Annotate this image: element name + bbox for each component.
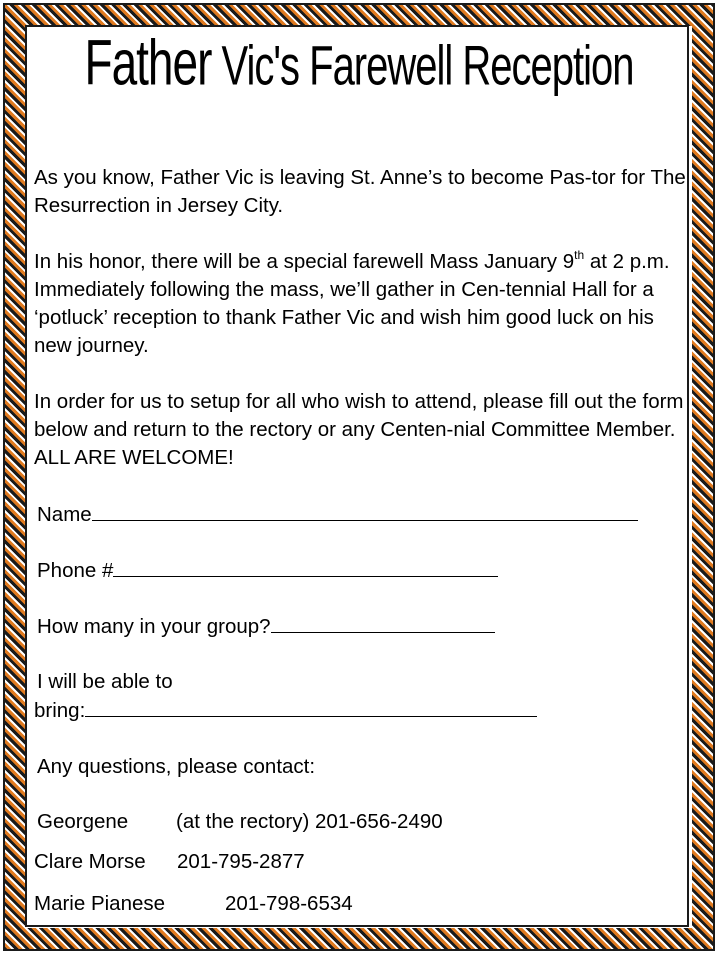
contact-phone: 201-795-2877 <box>177 850 305 873</box>
phone-field[interactable] <box>37 556 498 585</box>
questions-label: Any questions, please contact: <box>37 755 316 778</box>
contact-phone: 201-798-6534 <box>225 892 353 915</box>
name-field[interactable] <box>37 500 638 529</box>
bring-blank-line[interactable] <box>85 696 537 717</box>
name-blank-line[interactable] <box>92 500 638 521</box>
group-size-label: How many in your group? <box>37 615 271 638</box>
contact-name: Marie Pianese <box>34 892 166 915</box>
contact-name: Clare Morse <box>34 850 146 873</box>
intro-paragraph: As you know, Father Vic is leaving St. Anne’s to become Pas-tor for The Resurrection in Jersey City. <box>34 166 686 217</box>
name-label: Name <box>37 503 92 526</box>
phone-label: Phone # <box>37 559 114 582</box>
bring-label: bring: <box>34 699 86 722</box>
mass-text-before: In his honor, there will be a special farewell Mass January 9 <box>34 250 575 273</box>
contact-name: Georgene <box>37 810 129 833</box>
mass-paragraph <box>34 248 686 360</box>
title-word-father: Father <box>84 25 212 99</box>
border-inner-line <box>25 25 689 927</box>
page-title <box>30 25 688 99</box>
mass-text-after: at 2 p.m. Immediately following the mass, we’ll gather in Cen-tennial Hall for a ‘potluck’ reception to thank Father Vic and wish him good luck on his new journey. <box>34 250 670 357</box>
title-rest: Vic's Farewell Reception <box>211 35 634 98</box>
bring-label-line1: I will be able to <box>37 670 173 693</box>
phone-blank-line[interactable] <box>113 556 498 577</box>
instructions-paragraph: In order for us to setup for all who wish to attend, please fill out the form below and return to the rectory or any Centen-nial Committee Member. ALL ARE WELCOME! <box>34 390 684 469</box>
group-size-field[interactable] <box>37 612 495 641</box>
group-size-blank-line[interactable] <box>271 612 495 633</box>
bring-field[interactable] <box>34 696 537 725</box>
contact-phone: (at the rectory) 201-656-2490 <box>176 810 443 833</box>
mass-date-suffix: th <box>574 248 585 262</box>
